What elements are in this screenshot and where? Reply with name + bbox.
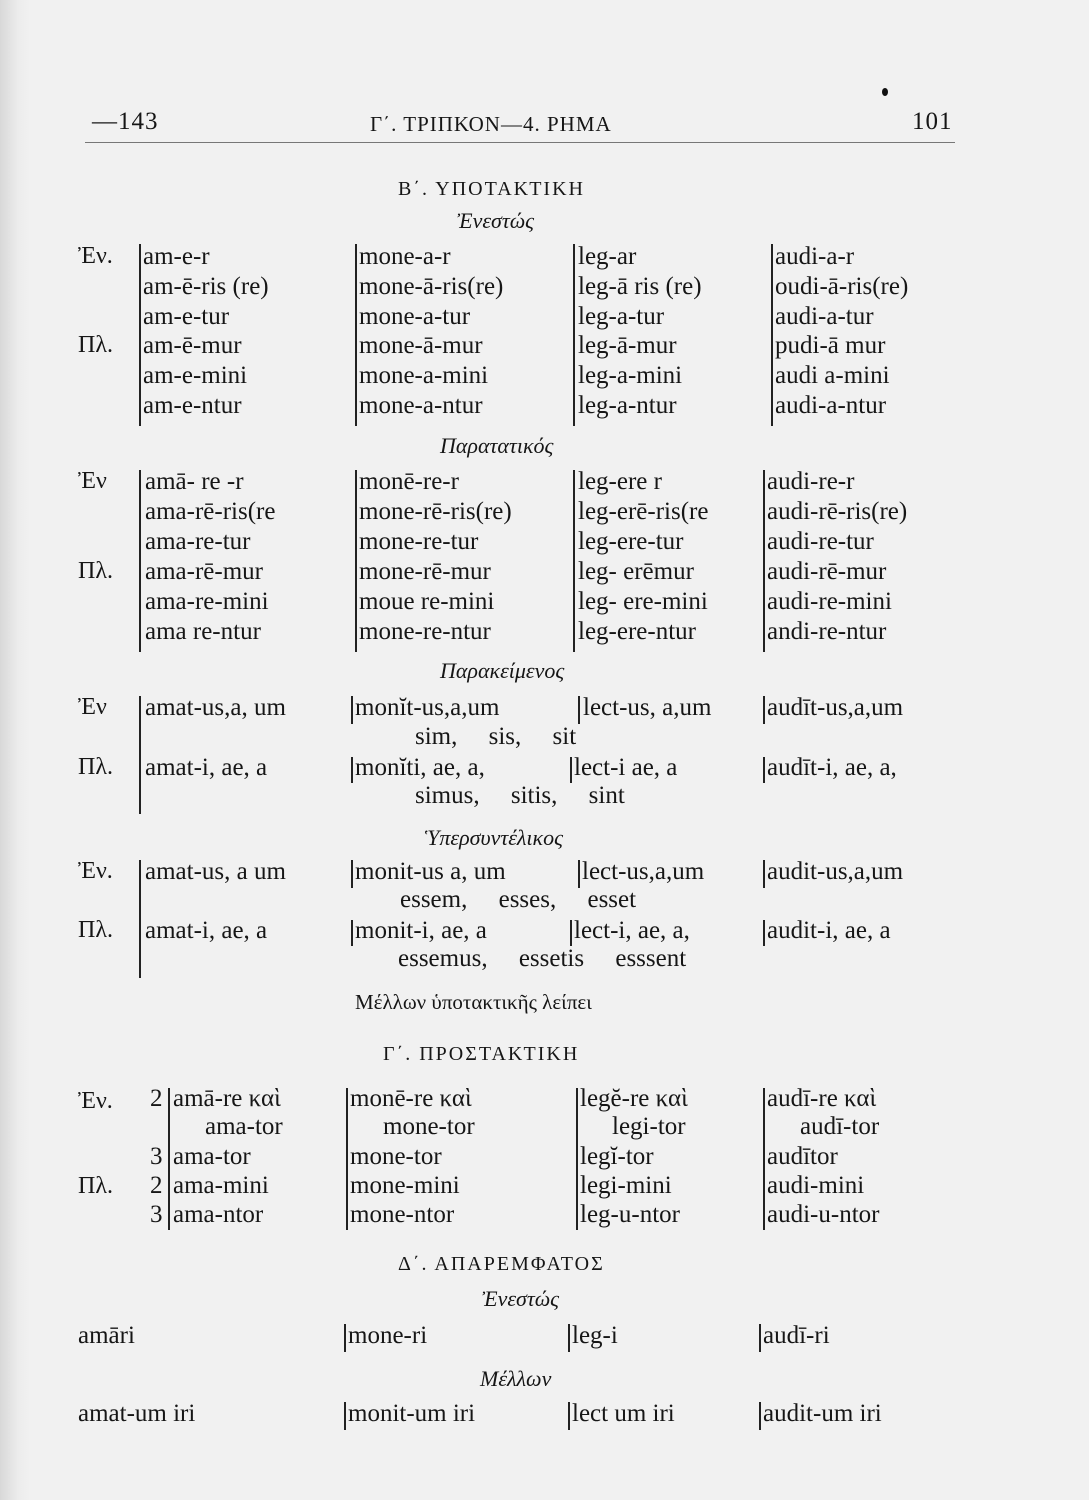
verb-form: audī-tor <box>800 1113 880 1140</box>
verb-form: mone-a-tur <box>359 303 471 330</box>
column-divider <box>763 860 765 888</box>
label-singular: Ἐν <box>78 468 107 494</box>
verb-form: leg- ere-mini <box>578 588 708 615</box>
column-divider <box>578 860 580 888</box>
verb-form: audi-u-ntor <box>767 1201 880 1228</box>
perfect-subtitle: Παρακείμενος <box>440 658 565 683</box>
verb-form: mone-ā-mur <box>359 332 483 359</box>
verb-form: legi-mini <box>580 1172 672 1199</box>
imperative-title: Γ΄. ΠΡΟΣΤΑΚΤΙΚΗ <box>383 1043 580 1065</box>
verb-form: andi-re-ntur <box>767 618 887 645</box>
verb-form: amā-re καὶ <box>173 1085 281 1112</box>
verb-form: amat-i, ae, a <box>145 754 268 781</box>
person-number: 2 <box>150 1172 163 1199</box>
verb-form: oudi-ā-ris(re) <box>775 273 909 300</box>
column-divider <box>344 1324 346 1352</box>
label-plural: Πλ. <box>78 754 113 780</box>
page-edge <box>0 0 30 1500</box>
verb-form: leg-ā-mur <box>578 332 677 359</box>
column-divider <box>355 244 357 426</box>
verb-form: amat-us,a, um <box>145 694 286 721</box>
verb-form: lect-us,a,um <box>582 858 705 885</box>
verb-form: ama-tor <box>205 1113 283 1140</box>
infinitive-title: Δ΄. ΑΠΑΡΕΜΦΑΤΟΣ <box>398 1253 605 1275</box>
column-divider <box>576 1088 578 1230</box>
column-divider <box>763 696 765 724</box>
verb-form: leg-ere-ntur <box>578 618 696 645</box>
verb-form: audi-rē-mur <box>767 558 887 585</box>
verb-form: pudi-ā mur <box>775 332 886 359</box>
auxiliary-forms: essem, esses, esset <box>400 886 637 913</box>
column-divider <box>568 1402 570 1430</box>
label-singular: Ἐν. <box>78 243 113 269</box>
auxiliary-forms: essemus, essetis esssent <box>398 945 687 972</box>
verb-form: lect um iri <box>572 1400 675 1427</box>
auxiliary-forms: sim, sis, sit <box>415 723 577 750</box>
verb-form: audī-re καὶ <box>767 1085 877 1112</box>
verb-form: monit-us a, um <box>355 858 506 885</box>
verb-form: legi-tor <box>612 1113 686 1140</box>
verb-form: audi-re-mini <box>767 588 892 615</box>
verb-form: lect-i ae, a <box>574 754 678 781</box>
verb-form: audīt-i, ae, a, <box>767 754 897 781</box>
label-singular: Ἐν. <box>78 1088 113 1114</box>
verb-form: mone-mini <box>350 1172 460 1199</box>
verb-form: monē-re καὶ <box>350 1085 472 1112</box>
verb-form: ama-mini <box>173 1172 269 1199</box>
verb-form: am-ē-ris (re) <box>143 273 269 300</box>
column-divider <box>139 470 141 652</box>
column-divider <box>578 696 580 724</box>
verb-form: leg-ar <box>578 243 637 270</box>
verb-form: amā- re -r <box>145 468 244 495</box>
verb-form: amāri <box>78 1322 135 1349</box>
verb-form: am-e-ntur <box>143 392 242 419</box>
column-divider <box>573 470 575 652</box>
verb-form: amat-um iri <box>78 1400 196 1427</box>
column-divider <box>168 1088 170 1230</box>
verb-form: audit-um iri <box>763 1400 882 1427</box>
verb-form: ama-tor <box>173 1143 251 1170</box>
verb-form: ama-rē-mur <box>145 558 263 585</box>
column-divider <box>568 1324 570 1352</box>
header-left: —143 <box>92 108 159 135</box>
verb-form: audi-re-r <box>767 468 855 495</box>
verb-form: moue re-mini <box>359 588 495 615</box>
verb-form: legĕ-re καὶ <box>580 1085 688 1112</box>
header-center: Γ΄. ΤΡΙΠΚΟΝ—4. ΡΗΜΑ <box>370 112 612 136</box>
verb-form: audi-re-tur <box>767 528 874 555</box>
infinitive-future-subtitle: Μέλλων <box>480 1366 552 1391</box>
verb-form: audi-a-tur <box>775 303 874 330</box>
label-singular: Ἐν. <box>78 858 113 884</box>
verb-form: amat-us, a um <box>145 858 286 885</box>
verb-form: ama-rē-ris(re <box>145 498 276 525</box>
verb-form: leg-ere-tur <box>578 528 684 555</box>
column-divider <box>570 757 572 783</box>
verb-form: leg-a-mini <box>578 362 683 389</box>
column-divider <box>351 696 353 724</box>
column-divider <box>759 1402 761 1430</box>
column-divider <box>763 470 765 652</box>
verb-form: am-e-tur <box>143 303 230 330</box>
verb-form: monit-i, ae, a <box>355 917 487 944</box>
label-plural: Πλ. <box>78 332 113 358</box>
verb-form: amat-i, ae, a <box>145 917 268 944</box>
column-divider <box>763 757 765 783</box>
verb-form: audītor <box>767 1143 838 1170</box>
verb-form: audit-us,a,um <box>767 858 904 885</box>
verb-form: mone-ā-ris(re) <box>359 273 504 300</box>
column-divider <box>139 860 141 978</box>
infinitive-present-subtitle: Ἐνεστώς <box>482 1286 560 1311</box>
ink-dot <box>882 88 888 96</box>
verb-form: leg- erēmur <box>578 558 694 585</box>
verb-form: lect-us, a,um <box>583 694 712 721</box>
column-divider <box>351 920 353 946</box>
verb-form: ama-re-tur <box>145 528 251 555</box>
verb-form: lect-i, ae, a, <box>574 917 690 944</box>
auxiliary-forms: simus, sitis, sint <box>415 782 625 809</box>
subjunctive-title: Β΄. ΥΠΟΤΑΚΤΙΚΗ <box>398 178 585 200</box>
verb-form: am-ē-mur <box>143 332 242 359</box>
verb-form: audīt-us,a,um <box>767 694 904 721</box>
verb-form: mone-tor <box>383 1113 475 1140</box>
header-page-number: 101 <box>912 108 953 135</box>
column-divider <box>355 470 357 652</box>
verb-form: mone-a-r <box>359 243 451 270</box>
verb-form: ama-ntor <box>173 1201 264 1228</box>
person-number: 3 <box>150 1143 163 1170</box>
verb-form: mone-ri <box>348 1322 428 1349</box>
verb-form: mone-rē-ris(re) <box>359 498 512 525</box>
verb-form: leg-a-ntur <box>578 392 677 419</box>
verb-form: leg-erē-ris(re <box>578 498 709 525</box>
column-divider <box>139 244 141 426</box>
verb-form: mone-re-tur <box>359 528 479 555</box>
verb-form: mone-a-mini <box>359 362 489 389</box>
column-divider <box>763 920 765 946</box>
person-number: 2 <box>150 1085 163 1112</box>
verb-form: audi-rē-ris(re) <box>767 498 908 525</box>
present-subtitle: Ἐνεστώς <box>457 208 535 233</box>
future-note: Μέλλων ὑποτακτικῆς λείπει <box>355 990 592 1014</box>
column-divider <box>346 1088 348 1230</box>
verb-form: leg-a-tur <box>578 303 665 330</box>
verb-form: audi a-mini <box>775 362 890 389</box>
verb-form: audi-mini <box>767 1172 865 1199</box>
column-divider <box>351 757 353 783</box>
label-plural: Πλ. <box>78 558 113 584</box>
verb-form: ama-re-mini <box>145 588 269 615</box>
column-divider <box>771 244 773 426</box>
label-plural: Πλ. <box>78 917 113 943</box>
column-divider <box>570 920 572 946</box>
verb-form: monĭt-us,a,um <box>355 694 500 721</box>
column-divider <box>759 1324 761 1352</box>
verb-form: mone-rē-mur <box>359 558 491 585</box>
verb-form: monē-re-r <box>359 468 459 495</box>
label-plural: Πλ. <box>78 1173 113 1199</box>
verb-form: ama re-ntur <box>145 618 261 645</box>
column-divider <box>351 860 353 888</box>
verb-form: audi-a-r <box>775 243 855 270</box>
column-divider <box>763 1088 765 1230</box>
imperfect-subtitle: Παρατατικός <box>440 433 554 458</box>
verb-form: leg-u-ntor <box>580 1201 680 1228</box>
label-singular: Ἐν <box>78 694 107 720</box>
column-divider <box>573 244 575 426</box>
verb-form: audi-a-ntur <box>775 392 887 419</box>
verb-form: mone-a-ntur <box>359 392 483 419</box>
verb-form: mone-ntor <box>350 1201 455 1228</box>
person-number: 3 <box>150 1201 163 1228</box>
verb-form: legĭ-tor <box>580 1143 654 1170</box>
verb-form: audī-ri <box>763 1322 830 1349</box>
pluperfect-subtitle: Ὑπερσυντέλικος <box>425 825 564 850</box>
verb-form: monĭti, ae, a, <box>355 754 485 781</box>
verb-form: mone-re-ntur <box>359 618 491 645</box>
verb-form: am-e-r <box>143 243 210 270</box>
verb-form: leg-ere r <box>578 468 662 495</box>
verb-form: am-e-mini <box>143 362 248 389</box>
verb-form: leg-i <box>572 1322 618 1349</box>
verb-form: monit-um iri <box>348 1400 476 1427</box>
header-rule <box>85 142 955 143</box>
verb-form: leg-ā ris (re) <box>578 273 702 300</box>
verb-form: mone-tor <box>350 1143 442 1170</box>
column-divider <box>344 1402 346 1430</box>
column-divider <box>139 696 141 814</box>
verb-form: audit-i, ae, a <box>767 917 891 944</box>
